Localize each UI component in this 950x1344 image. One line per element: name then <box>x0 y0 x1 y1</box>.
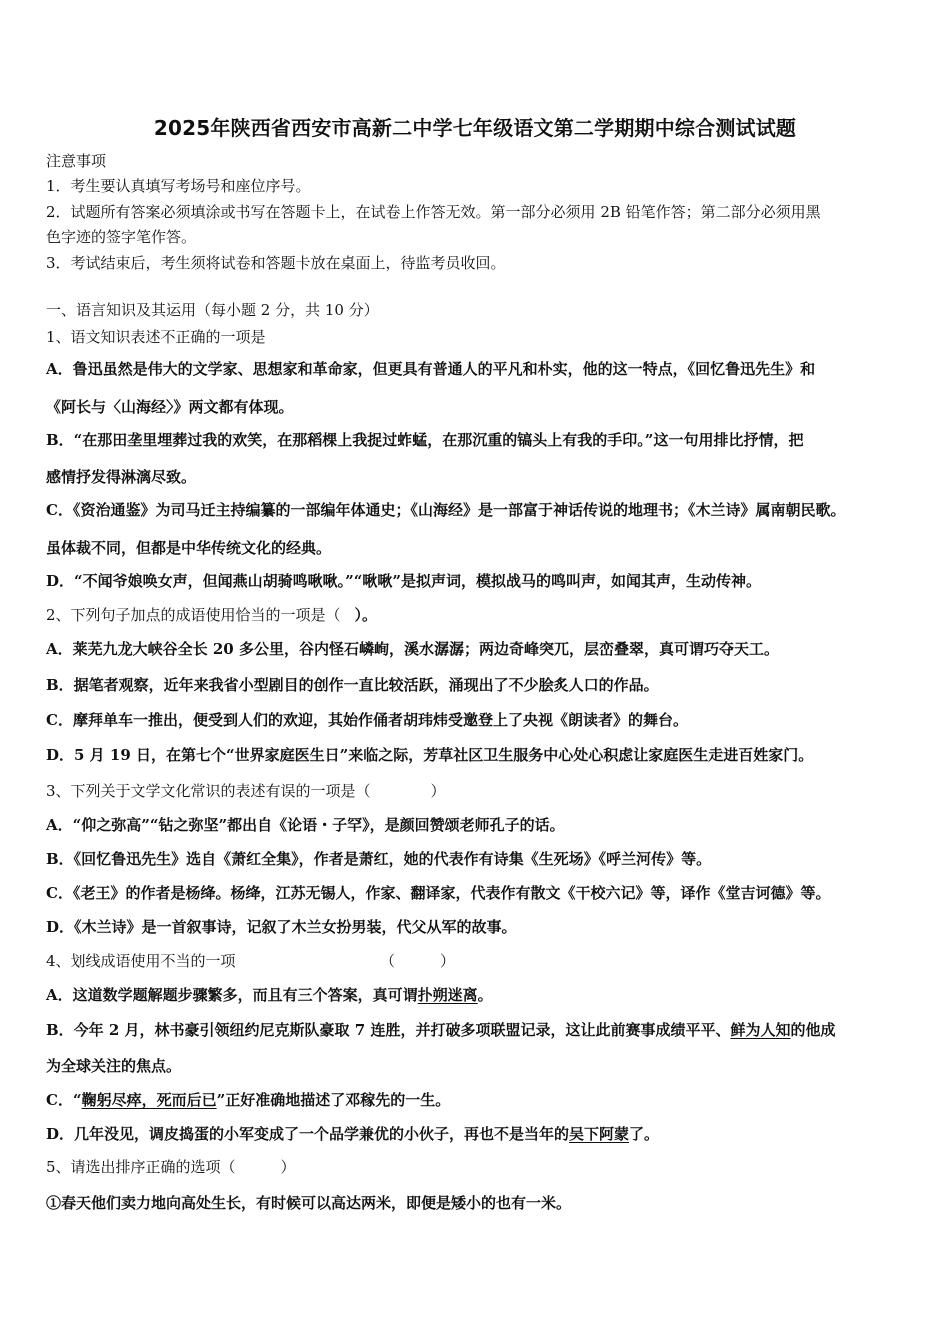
q4-b-text: B．今年 2 月，林书豪引领纽约尼克斯队豪取 7 连胜，并打破多项联盟记录，这让此前赛事成绩平平、 <box>46 1021 731 1039</box>
q1-option-b: B．“在那田垄里埋葬过我的欢笑，在那稻棵上我捉过蚱蜢，在那沉重的镐头上有我的手印。”这一句用排比抒情，把 <box>46 431 804 449</box>
q2-option-b: B．据笔者观察，近年来我省小型剧目的创作一直比较活跃，涌现出了不少脍炙人口的作品。 <box>46 676 659 694</box>
q4-c-text: C．“ <box>46 1091 82 1109</box>
q1-option-a: A．鲁迅虽然是伟大的文学家、思想家和革命家，但更具有普通人的平凡和朴实，他的这一特点，《回忆鲁迅先生》和 <box>46 360 816 378</box>
q5-stem: 5、请选出排序正确的选项（ ） <box>46 1158 296 1176</box>
q3-option-a: A．“仰之弥高”“钻之弥坚”都出自《论语・子罕》，是颜回赞颂老师孔子的话。 <box>46 816 565 834</box>
q1-option-b-cont: 感情抒发得淋漓尽致。 <box>46 468 197 486</box>
q4-option-d <box>46 1124 659 1144</box>
q4-d-end: 了。 <box>629 1125 660 1143</box>
q1-option-a-cont: 《阿长与〈山海经〉》两文都有体现。 <box>46 398 294 416</box>
q4-a-end: 。 <box>477 986 493 1004</box>
notice-item-2: 2．试题所有答案必须填涂或书写在答题卡上，在试卷上作答无效。第一部分必须用 2B 铅笔作答；第二部分必须用黑 <box>46 203 821 221</box>
q4-b-end: 的他成 <box>790 1021 836 1039</box>
q3-option-c: C．《老王》的作者是杨绛。杨绛，江苏无锡人，作家、翻译家，代表作有散文《干校六记》等，译作《堂吉诃德》等。 <box>46 884 831 902</box>
q4-c-end: ”正好准确地描述了邓稼先的一生。 <box>216 1091 451 1109</box>
notice-heading: 注意事项 <box>46 152 107 170</box>
page-title: 2025年陕西省西安市高新二中学七年级语文第二学期期中综合测试试题 <box>153 116 797 140</box>
q2-option-d: D．5 月 19 日，在第七个“世界家庭医生日”来临之际，芳草社区卫生服务中心处心积虑让家庭医生走进百姓家门。 <box>46 746 814 764</box>
q2-stem-text: 2、下列句子加点的成语使用恰当的一项是（ <box>46 606 341 624</box>
q4-option-b-cont: 为全球关注的焦点。 <box>46 1057 182 1075</box>
q3-stem: 3、下列关于文学文化常识的表述有误的一项是（ ） <box>46 782 446 800</box>
q1-option-c-cont: 虽体裁不同，但都是中华传统文化的经典。 <box>46 539 332 557</box>
notice-item-1: 1．考生要认真填写考场号和座位序号。 <box>46 177 311 195</box>
q2-stem-end: ）。 <box>354 606 378 624</box>
q4-a-text: A．这道数学题解题步骤繁多，而且有三个答案，真可谓 <box>46 986 418 1004</box>
q1-stem: 1、语文知识表述不正确的一项是 <box>46 328 266 346</box>
q4-stem: 4、划线成语使用不当的一项 <box>46 952 236 970</box>
q4-paren: （ ） <box>380 952 456 970</box>
q4-d-underlined: 吴下阿蒙 <box>569 1125 630 1143</box>
q1-option-c: C．《资治通鉴》为司马迁主持编纂的一部编年体通史；《山海经》是一部富于神话传说的地理书；《木兰诗》属南朝民歌。 <box>46 501 846 519</box>
q4-b-underlined: 鲜为人知 <box>730 1021 791 1039</box>
q2-option-c: C．摩拜单车一推出，便受到人们的欢迎，其始作俑者胡玮炜受邀登上了央视《朗读者》的舞台。 <box>46 711 688 729</box>
notice-item-3: 3．考试结束后，考生须将试卷和答题卡放在桌面上，待监考员收回。 <box>46 254 506 272</box>
q4-option-b <box>46 1020 835 1040</box>
notice-item-2-cont: 色字迹的签字笔作答。 <box>46 228 197 246</box>
q2-stem <box>46 605 377 625</box>
q5-sentence-1: ①春天他们卖力地向高处生长，有时候可以高达两米，即便是矮小的也有一米。 <box>46 1194 572 1212</box>
q3-option-d: D．《木兰诗》是一首叙事诗，记叙了木兰女扮男装，代父从军的故事。 <box>46 918 517 936</box>
q4-option-c <box>46 1090 450 1110</box>
q3-option-b: B．《回忆鲁迅先生》选自《萧红全集》，作者是萧红，她的代表作有诗集《生死场》《呼兰河传》等。 <box>46 850 712 868</box>
q4-c-underlined: 鞠躬尽瘁，死而后已 <box>81 1091 217 1109</box>
q2-option-a: A．莱芜九龙大峡谷全长 20 多公里，谷内怪石嶙峋，溪水潺潺；两边奇峰突兀，层峦叠翠，真可谓巧夺天工。 <box>46 640 779 658</box>
q1-option-d: D．“不闻爷娘唤女声，但闻燕山胡骑鸣啾啾。”“啾啾”是拟声词，模拟战马的鸣叫声，如闻其声，生动传神。 <box>46 572 762 590</box>
q4-option-a <box>46 985 493 1005</box>
section-heading: 一、语言知识及其运用（每小题 2 分，共 10 分） <box>46 301 379 319</box>
q4-a-underlined: 扑朔迷离 <box>417 986 478 1004</box>
q4-d-text: D．几年没见，调皮捣蛋的小军变成了一个品学兼优的小伙子，再也不是当年的 <box>46 1125 570 1143</box>
